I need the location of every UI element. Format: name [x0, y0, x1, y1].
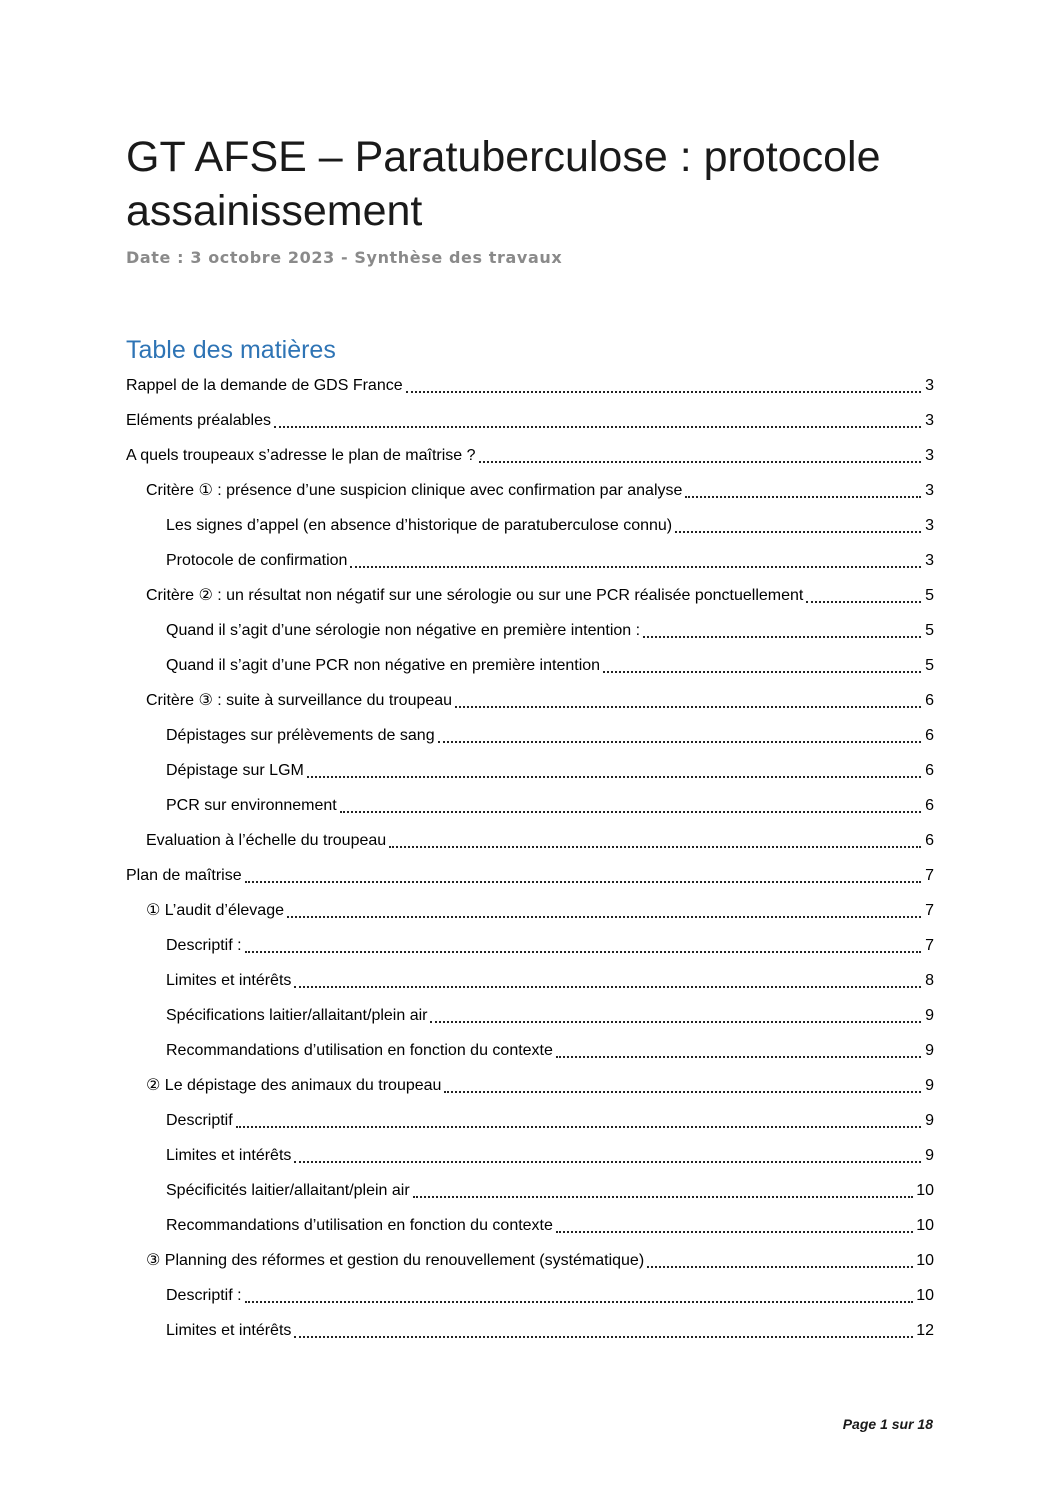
toc-entry-title[interactable]: Descriptif : [166, 936, 245, 956]
toc-entry-title[interactable]: ① L’audit d’élevage [146, 901, 287, 921]
toc-entry-title[interactable]: Limites et intérêts [166, 1146, 294, 1166]
toc-entry-title[interactable]: A quels troupeaux s’adresse le plan de maîtrise ? [126, 446, 479, 466]
toc-entry-title[interactable]: Descriptif : [166, 1286, 245, 1306]
toc-leader-dots [274, 426, 921, 428]
toc-entry[interactable] [126, 1103, 934, 1138]
toc-leader-dots [245, 951, 921, 953]
table-of-contents [126, 368, 934, 1348]
toc-entry-page[interactable]: 6 [925, 761, 934, 779]
toc-entry-title[interactable]: ② Le dépistage des animaux du troupeau [146, 1076, 444, 1096]
toc-entry-title[interactable]: ③ Planning des réformes et gestion du renouvellement (systématique) [146, 1251, 647, 1271]
toc-entry-page[interactable]: 9 [925, 1076, 934, 1094]
toc-entry-page[interactable]: 5 [925, 656, 934, 674]
toc-entry-title[interactable]: Spécificités laitier/allaitant/plein air [166, 1181, 413, 1201]
toc-leader-dots [455, 706, 921, 708]
toc-entry-page[interactable]: 3 [925, 376, 934, 394]
toc-entry-page[interactable]: 9 [925, 1146, 934, 1164]
toc-leader-dots [556, 1231, 913, 1233]
toc-entry-page[interactable]: 6 [925, 831, 934, 849]
toc-leader-dots [675, 531, 921, 533]
toc-entry-page[interactable]: 7 [925, 936, 934, 954]
toc-entry[interactable] [126, 403, 934, 438]
toc-entry-title[interactable]: Eléments préalables [126, 411, 274, 431]
toc-entry-title[interactable]: Quand il s’agit d’une PCR non négative en première intention [166, 656, 603, 676]
toc-entry-page[interactable]: 7 [925, 866, 934, 884]
toc-leader-dots [340, 811, 921, 813]
page-footer: Page 1 sur 18 [842, 1416, 933, 1432]
toc-entry[interactable] [126, 543, 934, 578]
toc-entry-title[interactable]: Evaluation à l’échelle du troupeau [146, 831, 389, 851]
toc-entry-page[interactable]: 3 [925, 551, 934, 569]
toc-leader-dots [438, 741, 921, 743]
toc-entry[interactable] [126, 1033, 934, 1068]
toc-entry-page[interactable]: 9 [925, 1111, 934, 1129]
toc-leader-dots [406, 391, 921, 393]
toc-leader-dots [245, 881, 921, 883]
toc-leader-dots [556, 1056, 921, 1058]
toc-entry[interactable] [126, 1243, 934, 1278]
toc-leader-dots [350, 566, 921, 568]
toc-entry[interactable] [126, 578, 934, 613]
toc-entry-title[interactable]: Recommandations d’utilisation en fonction du contexte [166, 1216, 556, 1236]
toc-entry[interactable] [126, 438, 934, 473]
toc-entry[interactable] [126, 998, 934, 1033]
toc-leader-dots [307, 776, 921, 778]
toc-entry-page[interactable]: 6 [925, 796, 934, 814]
toc-entry[interactable] [126, 1138, 934, 1173]
toc-entry-page[interactable]: 3 [925, 516, 934, 534]
toc-leader-dots [294, 1161, 921, 1163]
toc-entry-title[interactable]: PCR sur environnement [166, 796, 340, 816]
toc-entry[interactable] [126, 683, 934, 718]
toc-leader-dots [479, 461, 921, 463]
toc-entry-page[interactable]: 10 [916, 1286, 934, 1304]
toc-leader-dots [806, 601, 921, 603]
toc-entry[interactable] [126, 928, 934, 963]
toc-entry-page[interactable]: 10 [916, 1216, 934, 1234]
toc-leader-dots [294, 986, 921, 988]
toc-entry-title[interactable]: Dépistages sur prélèvements de sang [166, 726, 438, 746]
toc-entry-page[interactable]: 3 [925, 446, 934, 464]
toc-leader-dots [643, 636, 921, 638]
document-title: GT AFSE – Paratuberculose : protocole assainissement [126, 133, 881, 235]
toc-leader-dots [413, 1196, 914, 1198]
toc-entry-title[interactable]: Recommandations d’utilisation en fonction du contexte [166, 1041, 556, 1061]
toc-entry-page[interactable]: 3 [925, 411, 934, 429]
toc-entry[interactable] [126, 368, 934, 403]
toc-entry[interactable] [126, 823, 934, 858]
toc-entry[interactable] [126, 963, 934, 998]
toc-entry-title[interactable]: Plan de maîtrise [126, 866, 245, 886]
toc-entry-title[interactable]: Descriptif [166, 1111, 236, 1131]
toc-leader-dots [444, 1091, 921, 1093]
document-subtitle: Date : 3 octobre 2023 - Synthèse des travaux [126, 248, 563, 267]
toc-leader-dots [430, 1021, 921, 1023]
toc-entry-title[interactable]: Limites et intérêts [166, 971, 294, 991]
toc-entry[interactable] [126, 1173, 934, 1208]
toc-entry-title[interactable]: Quand il s’agit d’une sérologie non négative en première intention : [166, 621, 643, 641]
toc-entry[interactable] [126, 1068, 934, 1103]
toc-entry-page[interactable]: 5 [925, 586, 934, 604]
toc-entry-title[interactable]: Les signes d’appel (en absence d’historique de paratuberculose connu) [166, 516, 675, 536]
toc-leader-dots [287, 916, 921, 918]
toc-entry-page[interactable]: 9 [925, 1006, 934, 1024]
toc-entry[interactable] [126, 718, 934, 753]
toc-leader-dots [685, 496, 921, 498]
toc-entry-page[interactable]: 5 [925, 621, 934, 639]
toc-entry-page[interactable]: 9 [925, 1041, 934, 1059]
toc-leader-dots [245, 1301, 914, 1303]
toc-entry-page[interactable]: 7 [925, 901, 934, 919]
toc-entry-title[interactable]: Protocole de confirmation [166, 551, 350, 571]
toc-leader-dots [294, 1336, 913, 1338]
toc-entry[interactable] [126, 473, 934, 508]
toc-entry-title[interactable]: Rappel de la demande de GDS France [126, 376, 406, 396]
toc-entry-page[interactable]: 6 [925, 726, 934, 744]
toc-entry-page[interactable]: 8 [925, 971, 934, 989]
toc-entry-title[interactable]: Critère ② : un résultat non négatif sur une sérologie ou sur une PCR réalisée ponctuellement [146, 586, 806, 606]
toc-entry[interactable] [126, 893, 934, 928]
toc-entry-title[interactable]: Limites et intérêts [166, 1321, 294, 1341]
toc-entry[interactable] [126, 753, 934, 788]
toc-entry-title[interactable]: Critère ① : présence d’une suspicion clinique avec confirmation par analyse [146, 481, 685, 501]
toc-entry-title[interactable]: Critère ③ : suite à surveillance du troupeau [146, 691, 455, 711]
toc-entry[interactable] [126, 613, 934, 648]
toc-entry[interactable] [126, 648, 934, 683]
toc-entry-title[interactable]: Spécifications laitier/allaitant/plein air [166, 1006, 430, 1026]
toc-entry-page[interactable]: 10 [916, 1181, 934, 1199]
toc-leader-dots [389, 846, 921, 848]
toc-leader-dots [647, 1266, 913, 1268]
toc-entry-title[interactable]: Dépistage sur LGM [166, 761, 307, 781]
toc-leader-dots [603, 671, 921, 673]
toc-entry-page[interactable]: 12 [916, 1321, 934, 1339]
toc-entry[interactable] [126, 508, 934, 543]
toc-entry[interactable] [126, 788, 934, 823]
toc-entry-page[interactable]: 6 [925, 691, 934, 709]
toc-heading: Table des matières [126, 336, 336, 364]
toc-entry[interactable] [126, 858, 934, 893]
toc-entry-page[interactable]: 3 [925, 481, 934, 499]
toc-entry-page[interactable]: 10 [916, 1251, 934, 1269]
toc-entry[interactable] [126, 1313, 934, 1348]
toc-leader-dots [236, 1126, 921, 1128]
toc-entry[interactable] [126, 1208, 934, 1243]
toc-entry[interactable] [126, 1278, 934, 1313]
